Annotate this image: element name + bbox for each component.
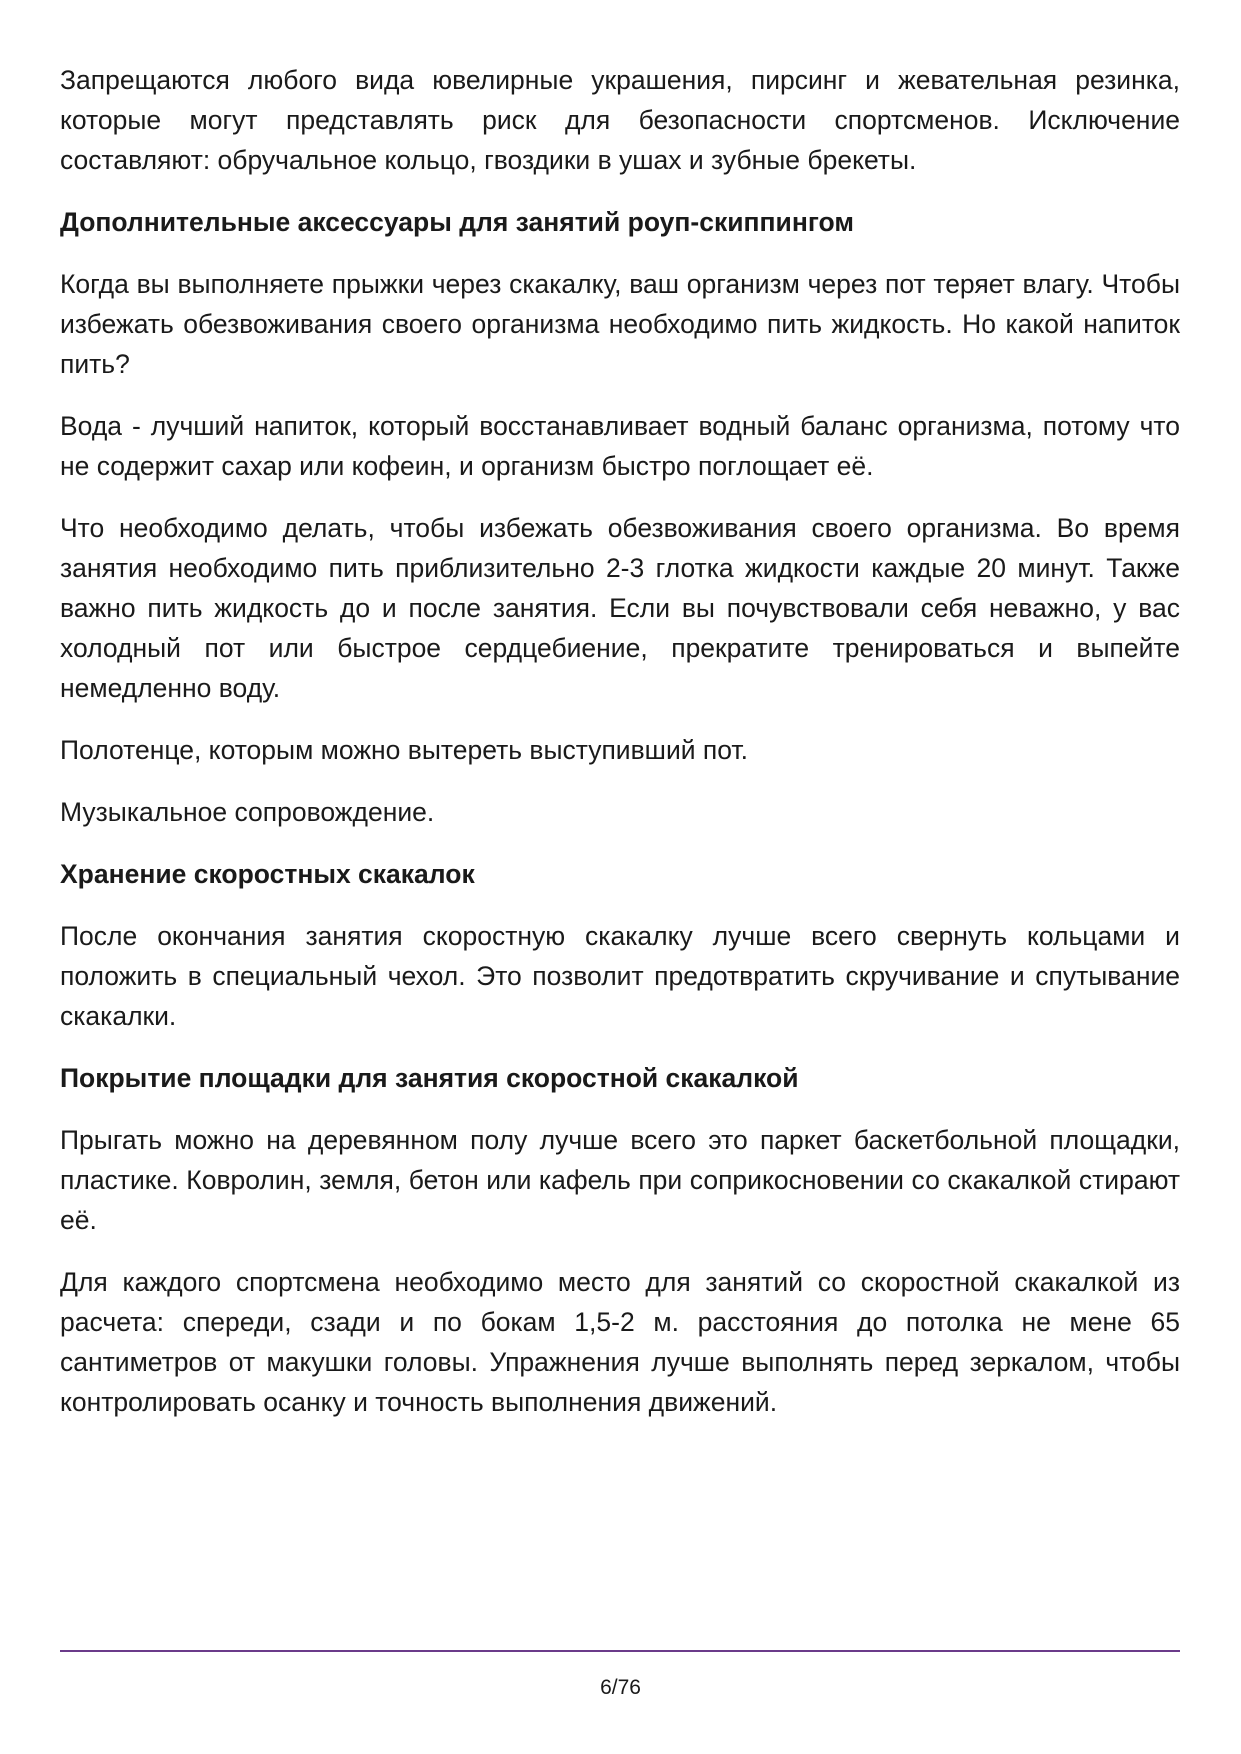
- heading-accessories: Дополнительные аксессуары для занятий роуп-скиппингом: [60, 207, 854, 237]
- paragraph-hydration-advice: Что необходимо делать, чтобы избежать обезвоживания своего организма. Во время занятия необходимо пить приблизительно 2-3 глотка жидкости каждые 20 минут. Также важно пить жидкость до и после занятия. Если вы почувствовали себя неважно, у вас холодный пот или быстрое сердцебиение, прекратите тренироваться и выпейте немедленно воду.: [60, 513, 1180, 703]
- paragraph-towel: Полотенце, которым можно вытереть выступивший пот.: [60, 735, 748, 765]
- paragraph-storage: После окончания занятия скоростную скакалку лучше всего свернуть кольцами и положить в специальный чехол. Это позволит предотвратить скручивание и спутывание скакалки.: [60, 921, 1180, 1031]
- document-body: [60, 60, 1180, 1444]
- page-number: 6/76: [600, 1676, 641, 1699]
- paragraph-space-requirements: Для каждого спортсмена необходимо место для занятий со скоростной скакалкой из расчета: спереди, сзади и по бокам 1,5-2 м. расстояния до потолка не мене 65 сантиметров от макушки головы. Упражнения лучше выполнять перед зеркалом, чтобы контролировать осанку и точность выполнения движений.: [60, 1267, 1180, 1417]
- heading-surface: Покрытие площадки для занятия скоростной скакалкой: [60, 1063, 799, 1093]
- paragraph-water: Вода - лучший напиток, который восстанавливает водный баланс организма, потому что не содержит сахар или кофеин, и организм быстро поглощает её.: [60, 411, 1180, 481]
- paragraph-music: Музыкальное сопровождение.: [60, 797, 435, 827]
- paragraph-jewelry-rules: Запрещаются любого вида ювелирные украшения, пирсинг и жевательная резинка, которые могут представлять риск для безопасности спортсменов. Исключение составляют: обручальное кольцо, гвоздики в ушах и зубные брекеты.: [60, 65, 1180, 175]
- footer-divider: [60, 1650, 1180, 1652]
- paragraph-dehydration-intro: Когда вы выполняете прыжки через скакалку, ваш организм через пот теряет влагу. Чтобы избежать обезвоживания своего организма необходимо пить жидкость. Но какой напиток пить?: [60, 269, 1180, 379]
- paragraph-surface: Прыгать можно на деревянном полу лучше всего это паркет баскетбольной площадки, пластике. Ковролин, земля, бетон или кафель при соприкосновении со скакалкой стирают её.: [60, 1125, 1180, 1235]
- heading-storage: Хранение скоростных скакалок: [60, 859, 475, 889]
